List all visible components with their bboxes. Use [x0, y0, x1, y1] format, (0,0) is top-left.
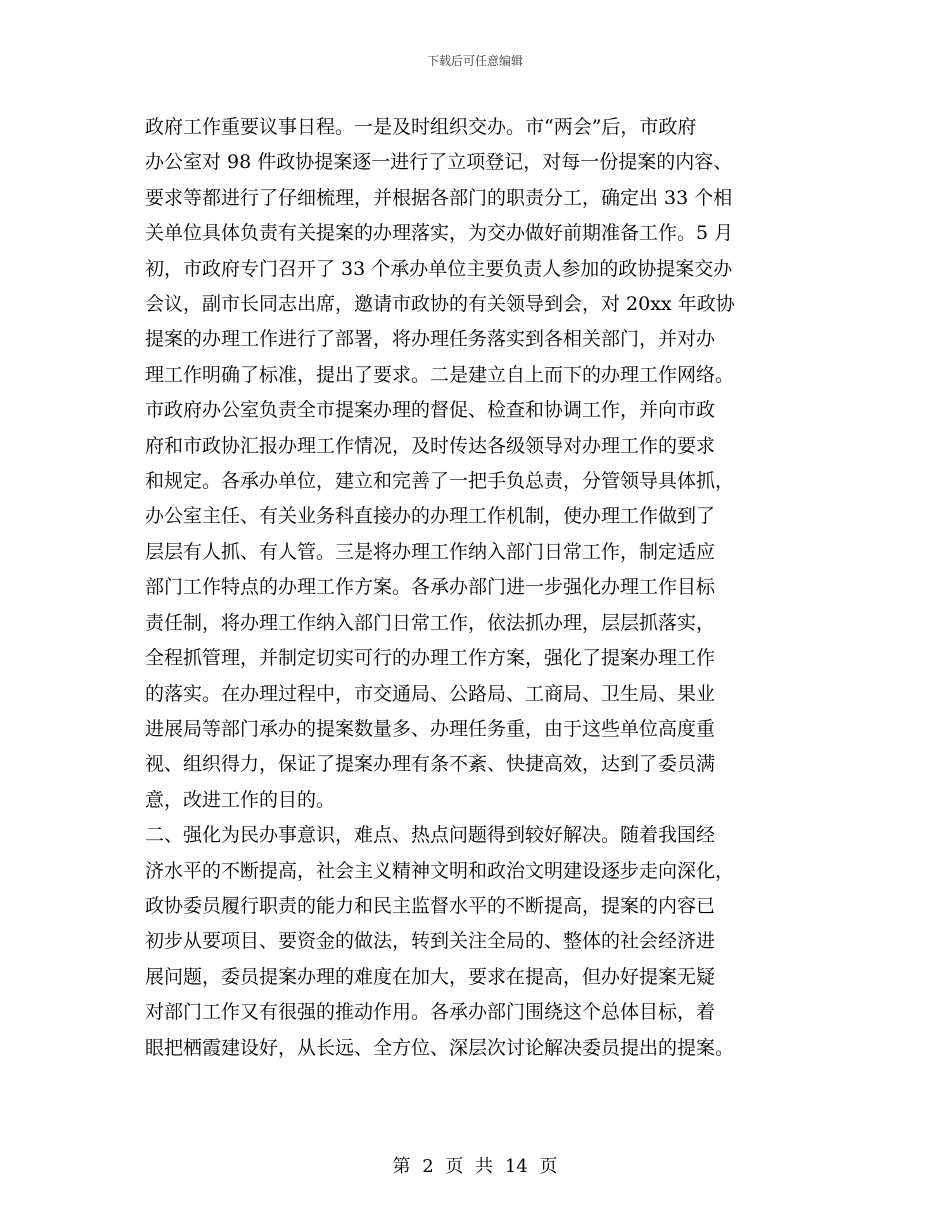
text-line: 办公室对 98 件政协提案逐一进行了立项登记，对每一份提案的内容、: [145, 151, 733, 174]
text-line: 府和市政协汇报办理工作情况，及时传达各级领导对办理工作的要求: [145, 434, 716, 457]
text-line: 对部门工作又有很强的推动作用。各承办部门围绕这个总体目标，着: [145, 1001, 716, 1024]
text-line: 初，市政府专门召开了 33 个承办单位主要负责人参加的政协提案交办: [145, 257, 733, 280]
text-line: 二、强化为民办事意识，难点、热点问题得到较好解决。随着我国经: [145, 824, 716, 847]
text-line: 办公室主任、有关业务科直接办的办理工作机制，使办理工作做到了: [145, 505, 716, 528]
body-text: [145, 110, 815, 1066]
text-line: 责任制，将办理工作纳入部门日常工作，依法抓办理，层层抓落实，: [145, 611, 716, 634]
text-line: 意，改进工作的目的。: [145, 788, 336, 811]
text-line: 要求等都进行了仔细梳理，并根据各部门的职责分工，确定出 33 个相: [145, 186, 733, 209]
page-number: 第 2 页 共 14 页: [392, 1156, 558, 1177]
text-line: 政府工作重要议事日程。一是及时组织交办。市“两会”后，市政府: [145, 116, 697, 138]
text-line: 市政府办公室负责全市提案办理的督促、检查和协调工作，并向市政: [145, 399, 716, 422]
text-line: 部门工作特点的办理工作方案。各承办部门进一步强化办理工作目标: [145, 576, 716, 599]
text-line: 初步从要项目、要资金的做法，转到关注全局的、整体的社会经济进: [145, 930, 716, 953]
text-line: 和规定。各承办单位，建立和完善了一把手负总责，分管领导具体抓，: [145, 470, 735, 493]
text-line: 理工作明确了标准，提出了要求。二是建立自上而下的办理工作网络。: [145, 363, 735, 386]
text-line: 济水平的不断提高，社会主义精神文明和政治文明建设逐步走向深化，: [145, 859, 735, 882]
text-line: 会议，副市长同志出席，邀请市政协的有关领导到会，对 20xx 年政协: [145, 293, 735, 316]
text-line: 眼把栖霞建设好，从长远、全方位、深层次讨论解决委员提出的提案。: [145, 1036, 735, 1059]
text-line: 提案的办理工作进行了部署，将办理任务落实到各相关部门，并对办: [145, 328, 716, 351]
text-line: 展问题，委员提案办理的难度在加大，要求在提高，但办好提案无疑: [145, 965, 716, 988]
header-note: 下载后可任意编辑: [426, 54, 523, 68]
text-line: 的落实。在办理过程中，市交通局、公路局、工商局、卫生局、果业: [145, 682, 716, 705]
text-line: 全程抓管理，并制定切实可行的办理工作方案，强化了提案办理工作: [145, 647, 716, 670]
text-line: 层层有人抓、有人管。三是将办理工作纳入部门日常工作，制定适应: [145, 540, 716, 563]
text-line: 视、组织得力，保证了提案办理有条不紊、快捷高效，达到了委员满: [145, 753, 716, 776]
text-line: 进展局等部门承办的提案数量多、办理任务重，由于这些单位高度重: [145, 717, 716, 740]
text-line: 政协委员履行职责的能力和民主监督水平的不断提高，提案的内容已: [145, 894, 716, 917]
text-line: 关单位具体负责有关提案的办理落实，为交办做好前期准备工作。5 月: [145, 222, 734, 245]
